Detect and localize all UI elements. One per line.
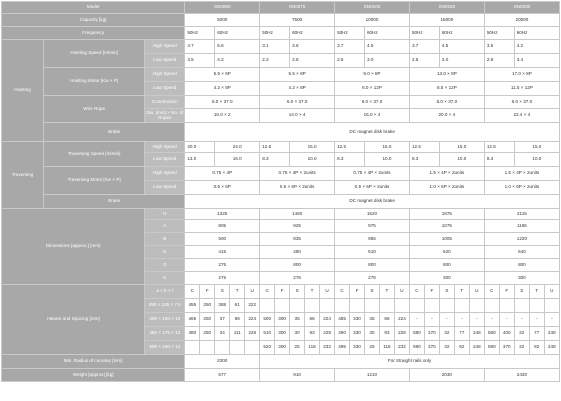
freq-50: 50Hz: [185, 27, 215, 40]
capacity-value: 20000: [484, 14, 559, 27]
freq-50: 50Hz: [484, 27, 514, 40]
table-cell: 8.3: [409, 153, 439, 167]
table-cell: 14.0 × 4: [260, 109, 335, 123]
ibeam-value: 370: [424, 341, 439, 355]
table-cell: 955: [335, 233, 410, 246]
table-cell: 1005: [409, 233, 484, 246]
ibeam-value: 93: [305, 327, 320, 341]
table-cell: 0.5 × 6P: [185, 181, 260, 195]
table-cell: 5.5 × 6P: [185, 68, 260, 82]
ibeam-value: 590: [484, 341, 499, 355]
model-name: SN0075: [260, 2, 335, 14]
ibeam-col-header: T: [529, 285, 544, 299]
table-cell: 8.5 × 12P: [409, 82, 484, 96]
ibeam-value: [320, 299, 335, 313]
ibeam-value: 248: [469, 341, 484, 355]
ibeam-col-header: S: [439, 285, 454, 299]
ibeam-value: 118: [305, 341, 320, 355]
ibeam-value: -: [469, 313, 484, 327]
capacity-value: 7500: [260, 14, 335, 27]
ibeam-value: 300: [275, 313, 290, 327]
table-cell: 0.75 × 4P × 2units: [260, 167, 335, 181]
ibeam-value: [409, 299, 424, 313]
table-cell: 2.5: [409, 54, 439, 68]
dimensions-label: Dimensions [approx.] [mm]: [2, 209, 145, 285]
ibeam-value: 330: [350, 341, 365, 355]
ibeam-col-header: U: [544, 285, 559, 299]
ibeam-value: 32: [514, 327, 529, 341]
table-cell: 10.0: [290, 153, 335, 167]
model-name: SN0200: [484, 2, 559, 14]
weight-value: 2030: [409, 369, 484, 382]
table-cell: 5.5 × 8P: [260, 68, 335, 82]
ibeam-value: 330: [350, 313, 365, 327]
ibeam-col-header: S: [290, 285, 305, 299]
ibeam-value: [275, 299, 290, 313]
ibeam-value: 510: [260, 327, 275, 341]
ibeam-col-header: T: [454, 285, 469, 299]
table-cell: 1.5 × 4P × 2units: [484, 167, 559, 181]
ibeam-value: 250: [200, 313, 215, 327]
low-speed-label: Low Speed: [145, 54, 185, 68]
ibeam-value: 232: [394, 341, 409, 355]
table-cell: 275: [185, 272, 260, 285]
table-cell: 3.4: [514, 54, 559, 68]
table-cell: 800: [335, 259, 410, 272]
table-cell: 975: [335, 220, 410, 233]
ibeam-label: I-Beam and Spacing [mm]: [2, 285, 145, 355]
dimension-key: H: [145, 209, 185, 220]
ibeam-col-header: F: [275, 285, 290, 299]
ibeam-value: 224: [245, 313, 260, 327]
brake-value: DC magnet disk brake: [185, 195, 560, 209]
ibeam-value: 30: [365, 327, 380, 341]
ibeam-value: 111: [230, 327, 245, 341]
table-cell: 4.2 × 8P: [185, 82, 260, 96]
ibeam-col-header: S: [514, 285, 529, 299]
low-speed-label: Low Speed: [145, 181, 185, 195]
capacity-value: 10000: [335, 14, 410, 27]
table-cell: 2.8: [484, 54, 514, 68]
table-cell: 4.5: [439, 40, 484, 54]
freq-60: 60Hz: [215, 27, 260, 40]
table-cell: 1520: [335, 209, 410, 220]
ibeam-value: 77: [529, 327, 544, 341]
ibeam-col-header: T: [305, 285, 320, 299]
freq-50: 50Hz: [409, 27, 439, 40]
table-cell: 3.0: [439, 54, 484, 68]
ibeam-value: [335, 299, 350, 313]
ibeam-value: 25: [290, 341, 305, 355]
ibeam-col-header: T: [379, 285, 394, 299]
table-cell: 3.8: [290, 40, 335, 54]
weight-value: 577: [185, 369, 260, 382]
table-cell: 6.0 × 37.0: [185, 96, 260, 109]
ibeam-value: 495: [335, 341, 350, 355]
frequency-label: Frequency: [2, 27, 185, 40]
table-cell: 12.5: [335, 142, 365, 153]
table-cell: 15.0: [290, 142, 335, 153]
ibeam-value: 77: [454, 327, 469, 341]
ibeam-value: [230, 341, 245, 355]
ibeam-col-header: T: [230, 285, 245, 299]
traversing-speed-label: Traversing Speed [m/min]: [44, 142, 145, 167]
table-cell: 2.5: [335, 54, 365, 68]
table-cell: 835: [260, 233, 335, 246]
table-cell: 13.0: [185, 153, 215, 167]
ibeam-value: 25: [365, 341, 380, 355]
table-cell: 4.2: [215, 54, 260, 68]
ibeam-value: 370: [424, 327, 439, 341]
table-cell: 4.2: [514, 40, 559, 54]
traversing-label: Traversing: [2, 142, 44, 209]
table-cell: 1.0 × 6P × 2units: [484, 181, 559, 195]
dimension-key: D: [145, 246, 185, 259]
ibeam-value: 118: [379, 341, 394, 355]
ibeam-value: [529, 299, 544, 313]
table-cell: 4.7: [185, 40, 215, 54]
ibeam-value: 580: [409, 327, 424, 341]
ibeam-value: 400: [499, 327, 514, 341]
hoisting-label: Hoisting: [2, 40, 44, 142]
ibeam-col-header: U: [469, 285, 484, 299]
table-cell: 6.0 × 37.0: [335, 96, 410, 109]
table-cell: 0.5 × 6P × 2units: [335, 181, 410, 195]
table-cell: 20.0: [185, 142, 215, 153]
ibeam-value: -: [424, 313, 439, 327]
table-cell: 12.5: [260, 142, 290, 153]
ibeam-header: a × b × t: [145, 285, 185, 299]
ibeam-value: 224: [394, 313, 409, 327]
ibeam-value: [290, 299, 305, 313]
table-cell: 2115: [484, 209, 559, 220]
freq-50: 50Hz: [335, 27, 365, 40]
table-cell: 6.0 × 37.0: [260, 96, 335, 109]
ibeam-value: 35: [290, 313, 305, 327]
ibeam-value: [439, 299, 454, 313]
table-cell: 1165: [484, 220, 559, 233]
ibeam-value: 34: [215, 327, 230, 341]
ibeam-value: 93: [379, 327, 394, 341]
table-cell: 12.5: [484, 142, 514, 153]
ibeam-value: [469, 299, 484, 313]
weight-label: Weight [approx] [kg]: [2, 369, 185, 382]
freq-60: 60Hz: [514, 27, 559, 40]
table-cell: 17.0 × 8P: [484, 68, 559, 82]
ibeam-value: [394, 299, 409, 313]
table-cell: 3.5: [185, 54, 215, 68]
ibeam-value: [379, 299, 394, 313]
construction-label: Construction: [145, 96, 185, 109]
ibeam-value: [365, 299, 380, 313]
model-label: Model: [2, 2, 185, 14]
ibeam-value: [484, 299, 499, 313]
ibeam-size: 250 × 125 × 7.5: [145, 299, 185, 313]
ibeam-col-header: C: [260, 285, 275, 299]
ibeam-value: 32: [439, 327, 454, 341]
ibeam-value: 580: [484, 327, 499, 341]
ibeam-col-header: C: [185, 285, 200, 299]
table-cell: 4.5: [365, 40, 410, 54]
ibeam-value: 465: [185, 313, 200, 327]
ibeam-value: -: [454, 313, 469, 327]
ibeam-value: -: [514, 313, 529, 327]
table-cell: 1.0 × 6P × 2units: [409, 181, 484, 195]
table-cell: 500: [185, 233, 260, 246]
table-cell: 800: [409, 259, 484, 272]
dimension-key: G: [145, 259, 185, 272]
table-cell: 415: [185, 246, 260, 259]
table-cell: 640: [484, 246, 559, 259]
ibeam-value: [454, 299, 469, 313]
table-cell: 300: [484, 272, 559, 285]
table-cell: 2.3: [260, 54, 290, 68]
ibeam-value: [200, 341, 215, 355]
table-cell: 3.0: [365, 54, 410, 68]
table-cell: 0.5 × 6P × 2units: [260, 181, 335, 195]
table-cell: 800: [260, 259, 335, 272]
ibeam-size: 300 × 150 × 10: [145, 313, 185, 327]
freq-60: 60Hz: [439, 27, 484, 40]
ibeam-value: 92: [529, 341, 544, 355]
table-cell: 4.2 × 8P: [260, 82, 335, 96]
table-cell: 620: [409, 246, 484, 259]
table-cell: 0.75 × 4P × 2units: [335, 167, 410, 181]
ibeam-value: 92: [454, 341, 469, 355]
weight-value: 910: [260, 369, 335, 382]
ibeam-value: 228: [320, 327, 335, 341]
model-name: SN0100: [335, 2, 410, 14]
ibeam-value: [305, 299, 320, 313]
table-cell: 13.0 × 8P: [409, 68, 484, 82]
wire-rope-label: Wire Rope: [44, 96, 145, 123]
ibeam-value: [215, 341, 230, 355]
ibeam-col-header: F: [350, 285, 365, 299]
table-cell: 1325: [185, 209, 260, 220]
ibeam-value: 86: [230, 313, 245, 327]
table-cell: 10.0: [514, 153, 559, 167]
min-radius-value: 2300: [185, 355, 260, 369]
ibeam-value: 248: [544, 341, 559, 355]
ibeam-col-header: U: [320, 285, 335, 299]
high-speed-label: High Speed: [145, 142, 185, 153]
brake-value: DC magnet disk brake: [185, 123, 560, 142]
ibeam-col-header: S: [215, 285, 230, 299]
freq-50: 50Hz: [260, 27, 290, 40]
capacity-value: 15000: [409, 14, 484, 27]
capacity-label: Capacity [kg]: [2, 14, 185, 27]
table-cell: 10.0: [439, 153, 484, 167]
table-cell: 6.0 × 37.0: [484, 96, 559, 109]
ibeam-value: [245, 341, 260, 355]
traversing-motor-label: Traversing Motor [Kw × P]: [44, 167, 145, 195]
table-cell: 9.0 × 8P: [335, 68, 410, 82]
table-cell: 2.8: [290, 54, 335, 68]
ibeam-value: 330: [350, 327, 365, 341]
ibeam-value: 68: [305, 313, 320, 327]
ibeam-value: -: [484, 313, 499, 327]
freq-60: 60Hz: [365, 27, 410, 40]
table-cell: 12.5: [409, 142, 439, 153]
table-cell: 276: [335, 272, 410, 285]
table-cell: 3.5: [484, 40, 514, 54]
ibeam-col-header: S: [365, 285, 380, 299]
table-cell: 276: [260, 272, 335, 285]
brake-label: Brake: [44, 123, 185, 142]
ibeam-value: 250: [200, 299, 215, 313]
min-radius-note: For Straight rails only: [260, 355, 560, 369]
ibeam-col-header: F: [424, 285, 439, 299]
table-cell: 800: [484, 259, 559, 272]
ibeam-size: 600 × 190 × 13: [145, 341, 185, 355]
ibeam-value: 300: [275, 341, 290, 355]
ibeam-size: 450 × 175 × 13: [145, 327, 185, 341]
table-cell: 480: [260, 246, 335, 259]
ibeam-value: 485: [335, 313, 350, 327]
ibeam-value: 224: [320, 313, 335, 327]
ibeam-value: 500: [260, 313, 275, 327]
capacity-value: 5000: [185, 14, 260, 27]
ibeam-value: 37: [215, 313, 230, 327]
high-speed-label: High Speed: [145, 40, 185, 54]
table-cell: 15.0: [365, 142, 410, 153]
table-cell: 15.0: [514, 142, 559, 153]
ibeam-value: 222: [245, 299, 260, 313]
spec-table: [1, 1, 560, 382]
ibeam-value: 248: [469, 327, 484, 341]
table-cell: 20.0 × 4: [409, 109, 484, 123]
table-cell: 925: [260, 220, 335, 233]
ibeam-value: 388: [215, 299, 230, 313]
model-name: SN0150: [409, 2, 484, 14]
ibeam-value: 520: [260, 341, 275, 355]
ibeam-value: 61: [230, 299, 245, 313]
ibeam-value: 480: [185, 327, 200, 341]
table-cell: 1220: [484, 233, 559, 246]
table-cell: 0.75 × 4P: [185, 167, 260, 181]
table-cell: 8.3: [335, 153, 365, 167]
ibeam-value: [185, 341, 200, 355]
table-cell: 8.3: [484, 153, 514, 167]
table-cell: 10.0: [365, 153, 410, 167]
ibeam-value: 250: [200, 327, 215, 341]
freq-60: 60Hz: [290, 27, 335, 40]
hoisting-motor-label: Hoisting Motor [Kw × P]: [44, 68, 145, 96]
ibeam-col-header: C: [484, 285, 499, 299]
table-cell: 275: [185, 259, 260, 272]
ibeam-value: 35: [365, 313, 380, 327]
table-cell: 16.0 × 4: [335, 109, 410, 123]
table-cell: 24.0: [215, 142, 260, 153]
table-cell: 1460: [260, 209, 335, 220]
ibeam-col-header: U: [394, 285, 409, 299]
ibeam-col-header: F: [499, 285, 514, 299]
ibeam-col-header: C: [335, 285, 350, 299]
ibeam-value: -: [439, 313, 454, 327]
ibeam-value: 32: [439, 341, 454, 355]
ibeam-value: 300: [275, 327, 290, 341]
table-cell: 6.0 × 12P: [335, 82, 410, 96]
table-cell: 1075: [409, 220, 484, 233]
ibeam-value: 68: [379, 313, 394, 327]
ibeam-value: [424, 299, 439, 313]
table-cell: 6.0 × 37.0: [409, 96, 484, 109]
ibeam-value: 455: [185, 299, 200, 313]
table-cell: 5.6: [215, 40, 260, 54]
table-cell: 3.1: [260, 40, 290, 54]
ibeam-value: [499, 299, 514, 313]
hoisting-speed-label: Hoisting Speed [m/min]: [44, 40, 145, 68]
table-cell: 3.7: [409, 40, 439, 54]
dimension-key: A: [145, 220, 185, 233]
table-cell: 300: [409, 272, 484, 285]
dimension-key: B: [145, 233, 185, 246]
table-cell: 22.4 × 4: [484, 109, 559, 123]
table-cell: 16.0 × 2: [185, 109, 260, 123]
brake-label: Brake: [44, 195, 185, 209]
ibeam-value: [260, 299, 275, 313]
table-cell: 805: [185, 220, 260, 233]
high-speed-label: High Speed: [145, 167, 185, 181]
ibeam-value: 232: [320, 341, 335, 355]
ibeam-value: [350, 299, 365, 313]
table-cell: 15.0: [439, 142, 484, 153]
weight-value: 2430: [484, 369, 559, 382]
ibeam-value: 590: [409, 341, 424, 355]
table-cell: 3.7: [335, 40, 365, 54]
table-cell: 1875: [409, 209, 484, 220]
ibeam-col-header: F: [200, 285, 215, 299]
ibeam-col-header: C: [409, 285, 424, 299]
ibeam-value: 228: [245, 327, 260, 341]
ibeam-col-header: U: [245, 285, 260, 299]
table-cell: 8.3: [260, 153, 290, 167]
ibeam-value: [544, 299, 559, 313]
ibeam-value: 32: [514, 341, 529, 355]
ibeam-value: 490: [335, 327, 350, 341]
low-speed-label: Low Speed: [145, 153, 185, 167]
min-radius-label: Min. Radius of curvatur [mm]: [2, 355, 185, 369]
dia-label: Dia. [mm] × No. of Ropes: [145, 109, 185, 123]
high-speed-label: High Speed: [145, 68, 185, 82]
ibeam-value: 228: [394, 327, 409, 341]
table-cell: 11.5 × 12P: [484, 82, 559, 96]
ibeam-value: 248: [544, 327, 559, 341]
weight-value: 1210: [335, 369, 410, 382]
ibeam-value: -: [499, 313, 514, 327]
dimension-key: K: [145, 272, 185, 285]
ibeam-value: -: [529, 313, 544, 327]
model-name: SN0050: [185, 2, 260, 14]
low-speed-label: Low Speed: [145, 82, 185, 96]
table-cell: 16.0: [215, 153, 260, 167]
ibeam-value: [514, 299, 529, 313]
table-cell: 1.5 × 4P × 2units: [409, 167, 484, 181]
table-cell: 510: [335, 246, 410, 259]
ibeam-value: -: [544, 313, 559, 327]
ibeam-value: 30: [290, 327, 305, 341]
ibeam-value: -: [409, 313, 424, 327]
ibeam-value: 370: [499, 341, 514, 355]
